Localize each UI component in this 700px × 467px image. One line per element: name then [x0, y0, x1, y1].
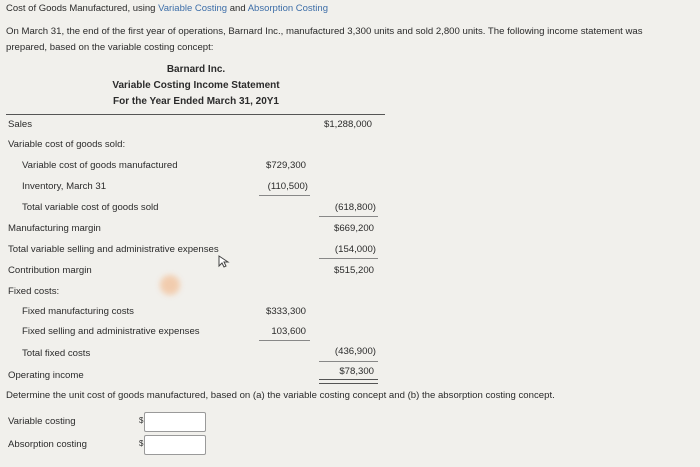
row-total-var-cogs-value: (618,800) [334, 202, 376, 213]
inventory-rule [259, 195, 310, 196]
variable-costing-link[interactable]: Variable Costing [158, 3, 228, 14]
row-contribution-value: $515,200 [333, 265, 374, 276]
question-text: Determine the unit cost of goods manufactured, based on (a) the variable costing concept and (b) the absorption costing concept. [6, 390, 555, 401]
statement-title: Variable Costing Income Statement [112, 80, 280, 91]
row-total-fixed-label: Total fixed costs [22, 348, 91, 359]
row-operating-income-label: Operating income [8, 370, 84, 381]
row-contribution-label: Contribution margin [8, 265, 92, 276]
glare-spot [160, 275, 180, 295]
total-fixed-rule [319, 361, 378, 362]
absorption-costing-link[interactable]: Absorption Costing [247, 3, 328, 14]
problem-title: Cost of Goods Manufactured, using Variable Costing and Absorption Costing [6, 3, 328, 14]
variable-costing-input[interactable] [144, 412, 206, 432]
cogs-rule [319, 216, 378, 217]
absorption-costing-currency: $ [139, 439, 144, 448]
absorption-costing-input[interactable] [144, 435, 206, 455]
row-total-var-sga-label: Total variable selling and administrative expenses [8, 244, 219, 255]
row-fixed-mfg-label: Fixed manufacturing costs [22, 306, 134, 317]
header-rule [6, 114, 385, 115]
row-fixed-sga-value: 103,600 [271, 326, 306, 337]
row-total-var-cogs-label: Total variable cost of goods sold [22, 202, 159, 213]
row-sales-label: Sales [8, 119, 32, 130]
sga-rule [319, 258, 378, 259]
company-name: Barnard Inc. [166, 64, 226, 75]
row-total-var-sga-value: (154,000) [334, 244, 376, 255]
intro-line-1: On March 31, the end of the first year of operations, Barnard Inc., manufactured 3,300 units and sold 2,800 units. The following income statement was [6, 26, 643, 37]
row-inventory-value: (110,500) [267, 181, 308, 192]
row-inventory-label: Inventory, March 31 [22, 181, 107, 192]
row-var-cost-mfd-value: $729,300 [265, 160, 306, 171]
fixed-rule [259, 340, 310, 341]
operating-income-double-rule [319, 379, 378, 384]
row-fixed-costs-label: Fixed costs: [8, 286, 60, 297]
row-mfg-margin-label: Manufacturing margin [8, 223, 101, 234]
intro-line-2: prepared, based on the variable costing concept: [6, 42, 214, 53]
mouse-cursor-icon [217, 255, 231, 269]
variable-costing-currency: $ [139, 416, 144, 425]
row-var-cost-sold-label: Variable cost of goods sold: [8, 139, 126, 150]
row-mfg-margin-value: $669,200 [333, 223, 374, 234]
variable-costing-label: Variable costing [8, 416, 76, 427]
row-fixed-sga-label: Fixed selling and administrative expenses [22, 326, 200, 337]
row-fixed-mfg-value: $333,300 [265, 306, 306, 317]
statement-period: For the Year Ended March 31, 20Y1 [113, 96, 279, 107]
row-sales-value: $1,288,000 [323, 119, 372, 130]
row-total-fixed-value: (436,900) [334, 346, 376, 357]
absorption-costing-label: Absorption costing [8, 439, 87, 450]
row-var-cost-mfd-label: Variable cost of goods manufactured [22, 160, 178, 171]
row-operating-income-value: $78,300 [339, 366, 374, 377]
